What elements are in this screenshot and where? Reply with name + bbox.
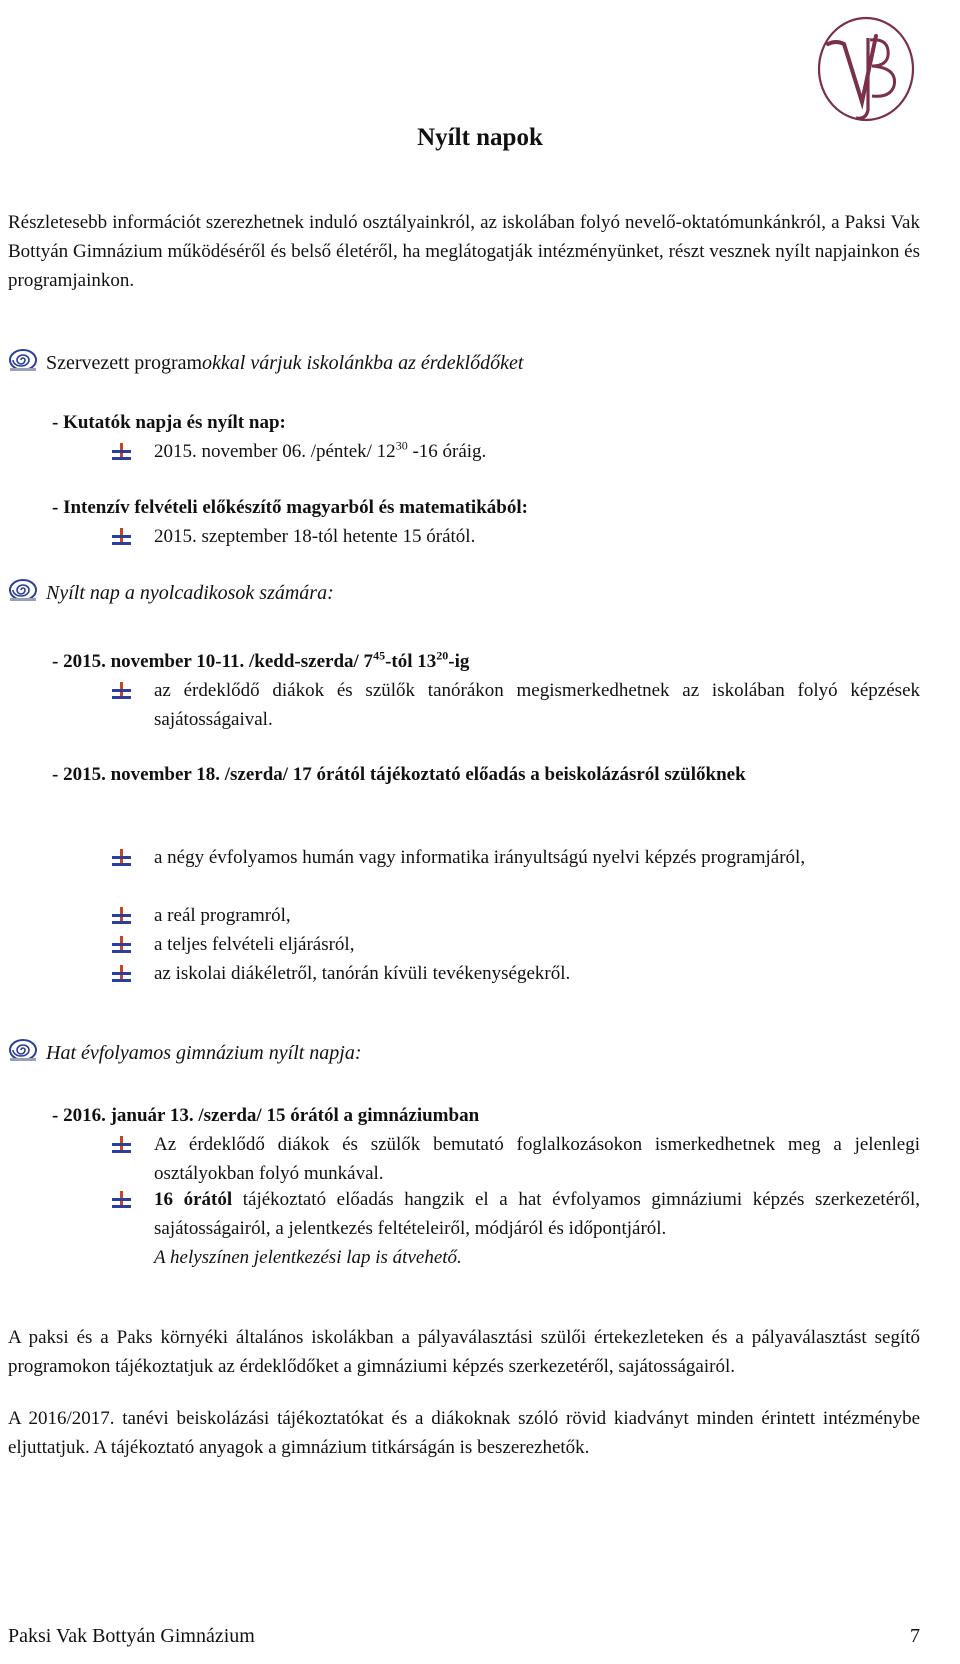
bullet-icon	[112, 901, 154, 931]
event-heading: - Kutatók napja és nyílt nap:	[52, 412, 286, 433]
section-heading-eighth-graders	[8, 578, 334, 608]
time-emphasis: 16 órától	[154, 1189, 233, 1210]
section-heading-six-year	[8, 1038, 362, 1068]
section-heading-text: Hat évfolyamos gimnázium nyílt napja:	[46, 1041, 362, 1064]
bullet-icon	[112, 437, 154, 467]
closing-paragraph: A paksi és a Paks környéki általános iskolákban a pályaválasztási szülői értekezleteken és a pályaválasztást segítő programokon tájékoztatjuk az érdeklődőket a gimnáziumi képzés szerkezetéről, sajátosságairól.	[8, 1327, 920, 1377]
event-heading: - Intenzív felvételi előkészítő magyarból és matematikából:	[52, 497, 528, 518]
list-item	[112, 676, 920, 734]
list-item	[112, 522, 920, 552]
bullet-icon	[112, 1130, 154, 1188]
event-heading-part: -tól 13	[385, 651, 437, 672]
list-item-text: a négy évfolyamos humán vagy informatika irányultságú nyelvi képzés programjáról,	[154, 847, 806, 868]
list-item-text: a teljes felvételi eljárásról,	[154, 934, 355, 955]
list-item-text: tájékoztató előadás hangzik el a hat évfolyamos gimnáziumi képzés szerkezetéről, sajátosságairól, a jelentkezés feltételeiről, módjáról és időpontjáról.	[154, 1189, 920, 1239]
bullet-icon	[112, 843, 154, 873]
time-superscript: 45	[373, 648, 386, 663]
section-heading-organized	[8, 348, 523, 378]
bullet-icon	[112, 959, 154, 989]
list-item	[112, 959, 920, 989]
spiral-icon	[8, 348, 38, 378]
bullet-icon	[112, 930, 154, 960]
list-item	[112, 930, 920, 960]
list-item-text: a reál programról,	[154, 905, 291, 926]
time-superscript: 30	[395, 438, 408, 453]
list-item-text: Az érdeklődő diákok és szülők bemutató foglalkozásokon ismerkedhetnek meg a jelenlegi osztályokban folyó munkával.	[154, 1134, 920, 1184]
page-number: 7	[910, 1625, 920, 1647]
page-title: Nyílt napok	[417, 124, 543, 151]
event-time-text: -16 óráig.	[407, 441, 487, 462]
list-item	[112, 437, 920, 467]
intro-paragraph: Részletesebb információt szerezhetnek induló osztályainkról, az iskolában folyó nevelő-oktatómunkánkról, a Paksi Vak Bottyán Gimnázium működéséről és belső életéről, ha meglátogatják intézményünket, részt vesznek nyílt napjainkon és programjainkon.	[8, 212, 920, 291]
school-logo	[810, 14, 920, 124]
event-date-text: 2015. november 06. /péntek/ 12	[154, 441, 396, 462]
event-heading: - 2016. január 13. /szerda/ 15 órától a gimnáziumban	[52, 1105, 480, 1126]
page-footer	[8, 1625, 920, 1648]
bullet-icon	[112, 676, 154, 734]
spiral-icon	[8, 578, 38, 608]
heading-italic-text: okkal várjuk iskolánkba az érdeklődőket	[202, 351, 524, 374]
list-item	[112, 901, 920, 931]
closing-paragraph: A 2016/2017. tanévi beiskolázási tájékoztatókat és a diákoknak szóló rövid kiadványt minden érintett intézménybe eljuttatjuk. A tájékoztató anyagok a gimnázium titkárságán is beszerezhetők.	[8, 1408, 920, 1458]
bullet-icon	[112, 1185, 154, 1272]
list-item-text: az érdeklődő diákok és szülők tanórákon megismerkedhetnek az iskolában folyó képzések sajátosságaival.	[154, 680, 920, 730]
bullet-icon	[112, 522, 154, 552]
event-heading	[52, 647, 469, 676]
event-heading-part: - 2015. november 10-11. /kedd-szerda/ 7	[52, 651, 374, 672]
section-heading-text: Nyílt nap a nyolcadikosok számára:	[46, 581, 334, 604]
list-item-text: az iskolai diákéletről, tanórán kívüli tevékenységekről.	[154, 963, 571, 984]
event-date-text: 2015. szeptember 18-tól hetente 15 órától.	[154, 526, 476, 547]
time-superscript: 20	[436, 648, 449, 663]
list-item	[112, 843, 920, 873]
footer-school-name: Paksi Vak Bottyán Gimnázium	[8, 1625, 255, 1647]
list-item	[112, 1185, 920, 1272]
heading-plain-text: Szervezett program	[46, 351, 203, 374]
event-heading: - 2015. november 18. /szerda/ 17 órától tájékoztató előadás a beiskolázásról szülőknek	[52, 764, 746, 785]
event-heading-part: -ig	[448, 651, 470, 672]
registration-note: A helyszínen jelentkezési lap is átvehető.	[154, 1247, 462, 1268]
spiral-icon	[8, 1038, 38, 1068]
list-item	[112, 1130, 920, 1188]
